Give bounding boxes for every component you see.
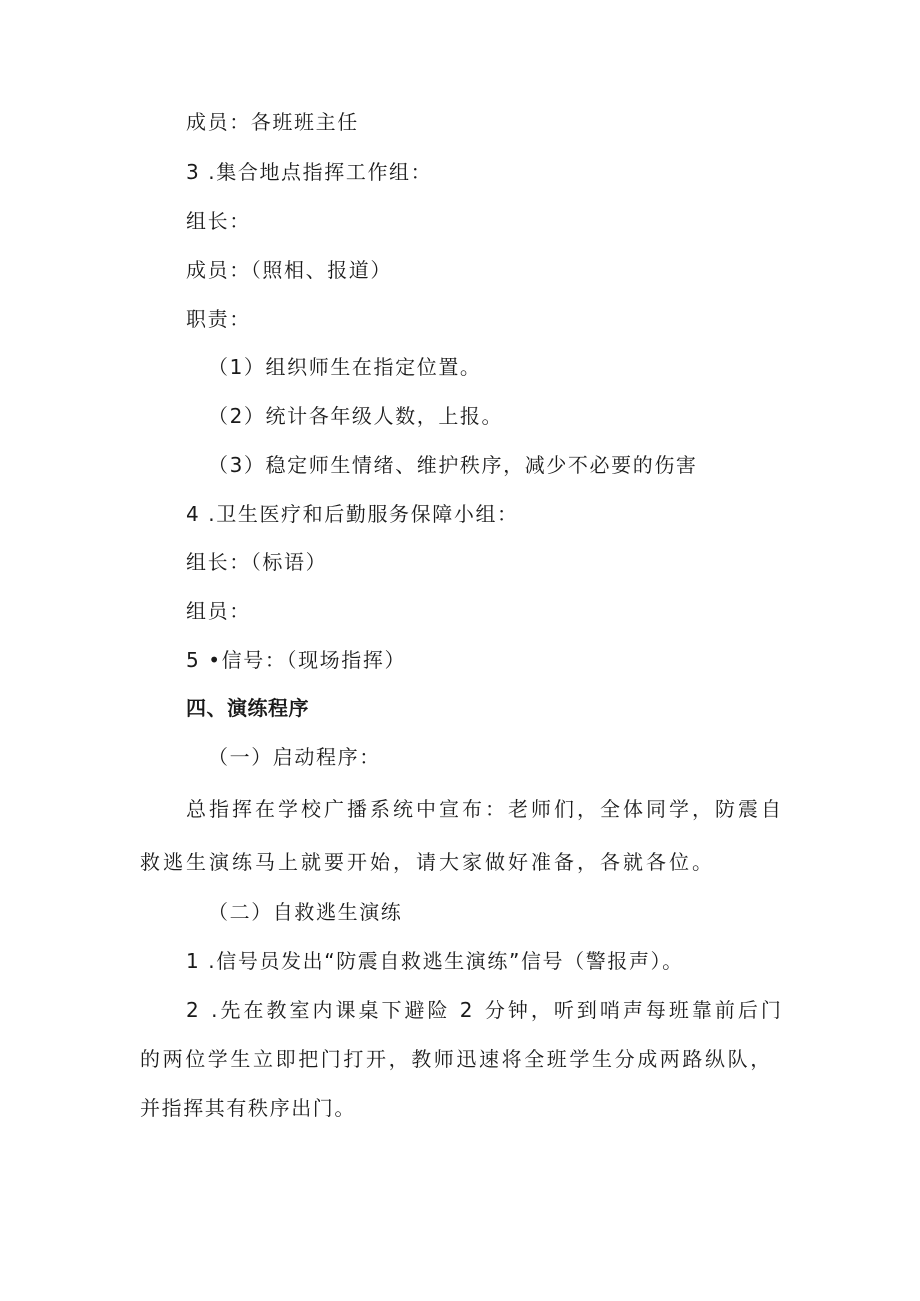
step-1-signal: 1 .信号员发出“防震自救逃生演练”信号（警报声）。 — [186, 949, 684, 973]
member-line-class-teachers: 成员：各班班主任 — [186, 110, 359, 134]
leader-line: 组长： — [186, 209, 251, 233]
item-assembly-command-group: 3 .集合地点指挥工作组： — [186, 160, 433, 184]
subsection-startup: （一）启动程序： — [208, 745, 381, 769]
duty-item-1: （1）组织师生在指定位置。 — [208, 355, 482, 379]
duty-line: 职责： — [186, 307, 251, 331]
item-medical-logistics-group: 4 .卫生医疗和后勤服务保障小组： — [186, 502, 519, 526]
step-2-line-2: 的两位学生立即把门打开，教师迅速将全班学生分成两路纵队， — [140, 1047, 773, 1071]
leader-line-slogan: 组长：（标语） — [186, 550, 328, 574]
subsection-self-rescue: （二）自救逃生演练 — [208, 900, 403, 924]
paragraph-announcement-line-1: 总指挥在学校广播系统中宣布：老师们，全体同学，防震自 — [186, 797, 784, 821]
paragraph-announcement-line-2: 救逃生演练马上就要开始，请大家做好准备，各就各位。 — [140, 850, 715, 874]
duty-item-3: （3）稳定师生情绪、维护秩序，减少不必要的伤害 — [208, 453, 698, 477]
member-line-group: 组员： — [186, 599, 251, 623]
item-signal: 5 •信号：（现场指挥） — [186, 648, 407, 672]
step-2-line-3: 并指挥其有秩序出门。 — [140, 1096, 356, 1120]
duty-item-2: （2）统计各年级人数，上报。 — [208, 404, 504, 428]
section-heading-drill-procedure: 四、演练程序 — [186, 696, 309, 720]
step-2-line-1: 2 .先在教室内课桌下避险 2 分钟，听到哨声每班靠前后门 — [186, 998, 784, 1022]
member-line-photo: 成员：（照相、报道） — [186, 258, 392, 282]
